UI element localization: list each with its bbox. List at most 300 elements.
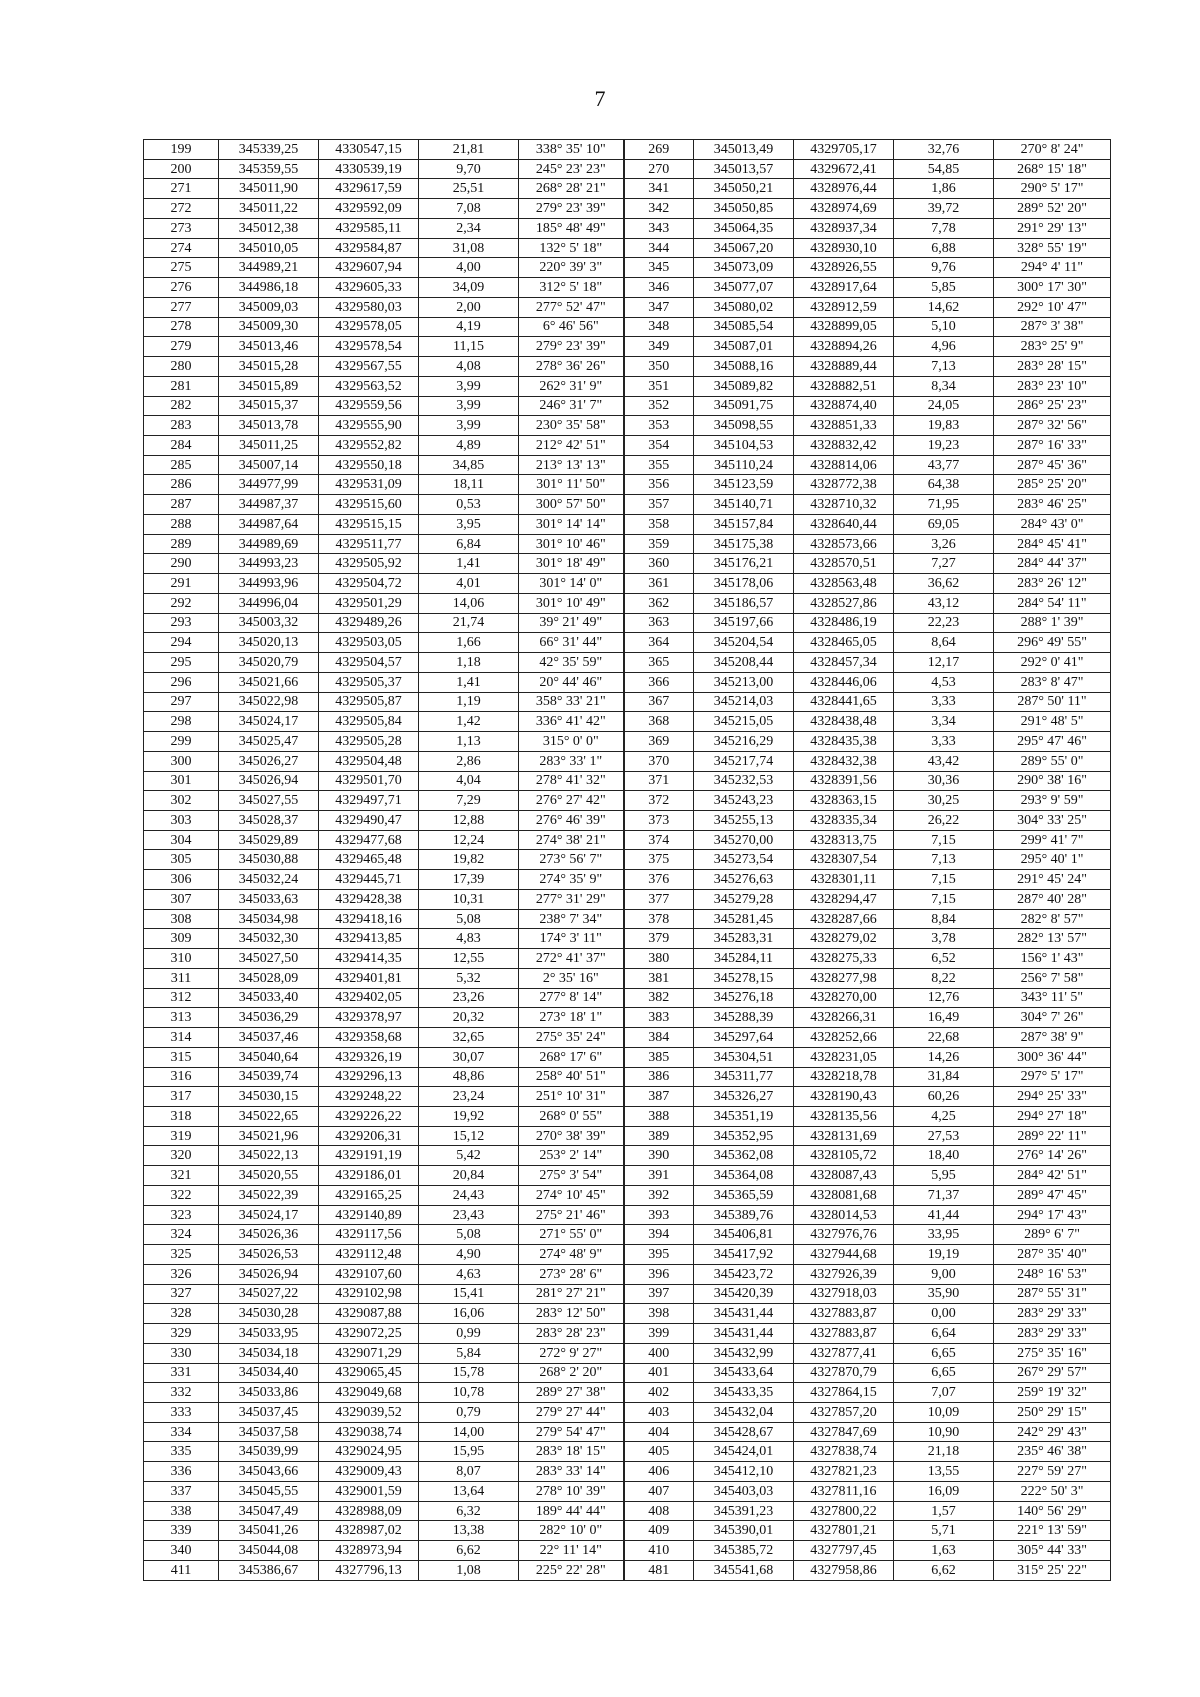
left-bearing-cell: 301° 10' 49" xyxy=(519,593,624,613)
right-point-number-cell: 387 xyxy=(624,1087,694,1107)
left-distance-cell: 5,42 xyxy=(419,1146,519,1166)
right-x-coordinate-cell: 345417,92 xyxy=(694,1245,794,1265)
left-y-coordinate-cell: 4329504,48 xyxy=(319,751,419,771)
left-point-number-cell: 335 xyxy=(144,1442,219,1462)
left-y-coordinate-cell: 4329378,97 xyxy=(319,1008,419,1028)
right-point-number-cell: 395 xyxy=(624,1245,694,1265)
right-point-number-cell: 353 xyxy=(624,416,694,436)
right-y-coordinate-cell: 4328231,05 xyxy=(794,1047,894,1067)
table-row xyxy=(144,968,1111,988)
left-distance-cell: 3,95 xyxy=(419,514,519,534)
left-point-number-cell: 332 xyxy=(144,1383,219,1403)
table-row xyxy=(144,1521,1111,1541)
right-point-number-cell: 402 xyxy=(624,1383,694,1403)
right-bearing-cell: 283° 46' 25" xyxy=(994,495,1111,515)
right-x-coordinate-cell: 345276,63 xyxy=(694,870,794,890)
table-row xyxy=(144,791,1111,811)
right-distance-cell: 9,76 xyxy=(894,258,994,278)
table-row xyxy=(144,613,1111,633)
left-point-number-cell: 328 xyxy=(144,1304,219,1324)
right-bearing-cell: 140° 56' 29" xyxy=(994,1501,1111,1521)
table-row xyxy=(144,1028,1111,1048)
right-distance-cell: 7,15 xyxy=(894,870,994,890)
left-distance-cell: 13,64 xyxy=(419,1481,519,1501)
left-x-coordinate-cell: 345021,66 xyxy=(219,672,319,692)
left-distance-cell: 14,06 xyxy=(419,593,519,613)
left-point-number-cell: 289 xyxy=(144,534,219,554)
left-distance-cell: 19,82 xyxy=(419,850,519,870)
right-x-coordinate-cell: 345279,28 xyxy=(694,889,794,909)
right-bearing-cell: 283° 28' 15" xyxy=(994,357,1111,377)
left-distance-cell: 3,99 xyxy=(419,416,519,436)
right-point-number-cell: 376 xyxy=(624,870,694,890)
right-x-coordinate-cell: 345157,84 xyxy=(694,514,794,534)
left-y-coordinate-cell: 4328987,02 xyxy=(319,1521,419,1541)
left-bearing-cell: 300° 57' 50" xyxy=(519,495,624,515)
right-distance-cell: 13,55 xyxy=(894,1462,994,1482)
table-row xyxy=(144,909,1111,929)
left-distance-cell: 2,00 xyxy=(419,297,519,317)
left-y-coordinate-cell: 4329552,82 xyxy=(319,436,419,456)
right-x-coordinate-cell: 345352,95 xyxy=(694,1126,794,1146)
left-distance-cell: 14,00 xyxy=(419,1422,519,1442)
left-distance-cell: 4,01 xyxy=(419,574,519,594)
table-row xyxy=(144,436,1111,456)
left-x-coordinate-cell: 345039,74 xyxy=(219,1067,319,1087)
left-x-coordinate-cell: 345028,37 xyxy=(219,810,319,830)
right-y-coordinate-cell: 4328899,05 xyxy=(794,317,894,337)
right-x-coordinate-cell: 345204,54 xyxy=(694,633,794,653)
left-point-number-cell: 294 xyxy=(144,633,219,653)
left-distance-cell: 34,09 xyxy=(419,278,519,298)
right-point-number-cell: 343 xyxy=(624,218,694,238)
left-point-number-cell: 302 xyxy=(144,791,219,811)
left-bearing-cell: 277° 31' 29" xyxy=(519,889,624,909)
right-y-coordinate-cell: 4328287,66 xyxy=(794,909,894,929)
left-distance-cell: 1,42 xyxy=(419,712,519,732)
right-bearing-cell: 285° 25' 20" xyxy=(994,475,1111,495)
right-distance-cell: 6,52 xyxy=(894,949,994,969)
left-bearing-cell: 272° 41' 37" xyxy=(519,949,624,969)
left-y-coordinate-cell: 4329071,29 xyxy=(319,1343,419,1363)
left-y-coordinate-cell: 4329607,94 xyxy=(319,258,419,278)
table-row xyxy=(144,1245,1111,1265)
left-distance-cell: 1,18 xyxy=(419,653,519,673)
left-point-number-cell: 318 xyxy=(144,1106,219,1126)
left-bearing-cell: 268° 17' 6" xyxy=(519,1047,624,1067)
left-y-coordinate-cell: 4329501,29 xyxy=(319,593,419,613)
right-x-coordinate-cell: 345431,44 xyxy=(694,1324,794,1344)
right-y-coordinate-cell: 4328527,86 xyxy=(794,593,894,613)
right-distance-cell: 43,12 xyxy=(894,593,994,613)
right-y-coordinate-cell: 4328570,51 xyxy=(794,554,894,574)
right-point-number-cell: 397 xyxy=(624,1284,694,1304)
table-row xyxy=(144,514,1111,534)
left-x-coordinate-cell: 345030,28 xyxy=(219,1304,319,1324)
right-bearing-cell: 288° 1' 39" xyxy=(994,613,1111,633)
left-y-coordinate-cell: 4329039,52 xyxy=(319,1403,419,1423)
right-distance-cell: 7,15 xyxy=(894,889,994,909)
left-y-coordinate-cell: 4329065,45 xyxy=(319,1363,419,1383)
right-distance-cell: 3,78 xyxy=(894,929,994,949)
table-row xyxy=(144,495,1111,515)
left-x-coordinate-cell: 345013,78 xyxy=(219,416,319,436)
left-point-number-cell: 298 xyxy=(144,712,219,732)
right-bearing-cell: 287° 3' 38" xyxy=(994,317,1111,337)
left-bearing-cell: 274° 48' 9" xyxy=(519,1245,624,1265)
right-point-number-cell: 363 xyxy=(624,613,694,633)
right-y-coordinate-cell: 4328252,66 xyxy=(794,1028,894,1048)
left-bearing-cell: 274° 38' 21" xyxy=(519,830,624,850)
table-row xyxy=(144,712,1111,732)
left-y-coordinate-cell: 4329580,03 xyxy=(319,297,419,317)
right-y-coordinate-cell: 4328275,33 xyxy=(794,949,894,969)
right-point-number-cell: 377 xyxy=(624,889,694,909)
right-point-number-cell: 384 xyxy=(624,1028,694,1048)
right-point-number-cell: 357 xyxy=(624,495,694,515)
right-y-coordinate-cell: 4328218,78 xyxy=(794,1067,894,1087)
right-x-coordinate-cell: 345013,49 xyxy=(694,140,794,160)
right-bearing-cell: 305° 44' 33" xyxy=(994,1541,1111,1561)
left-x-coordinate-cell: 345044,08 xyxy=(219,1541,319,1561)
left-distance-cell: 1,41 xyxy=(419,554,519,574)
right-x-coordinate-cell: 345412,10 xyxy=(694,1462,794,1482)
left-point-number-cell: 329 xyxy=(144,1324,219,1344)
table-row xyxy=(144,1363,1111,1383)
right-y-coordinate-cell: 4327821,23 xyxy=(794,1462,894,1482)
left-x-coordinate-cell: 345039,99 xyxy=(219,1442,319,1462)
left-distance-cell: 48,86 xyxy=(419,1067,519,1087)
right-point-number-cell: 383 xyxy=(624,1008,694,1028)
right-y-coordinate-cell: 4328435,38 xyxy=(794,732,894,752)
right-x-coordinate-cell: 345276,18 xyxy=(694,988,794,1008)
left-bearing-cell: 273° 28' 6" xyxy=(519,1264,624,1284)
left-y-coordinate-cell: 4329567,55 xyxy=(319,357,419,377)
left-point-number-cell: 291 xyxy=(144,574,219,594)
left-point-number-cell: 286 xyxy=(144,475,219,495)
left-bearing-cell: 270° 38' 39" xyxy=(519,1126,624,1146)
right-point-number-cell: 374 xyxy=(624,830,694,850)
right-distance-cell: 36,62 xyxy=(894,574,994,594)
right-distance-cell: 7,78 xyxy=(894,218,994,238)
left-distance-cell: 0,99 xyxy=(419,1324,519,1344)
right-x-coordinate-cell: 345364,08 xyxy=(694,1166,794,1186)
right-y-coordinate-cell: 4328814,06 xyxy=(794,455,894,475)
right-distance-cell: 71,95 xyxy=(894,495,994,515)
table-row xyxy=(144,140,1111,160)
left-x-coordinate-cell: 345011,90 xyxy=(219,179,319,199)
right-y-coordinate-cell: 4328391,56 xyxy=(794,771,894,791)
right-point-number-cell: 407 xyxy=(624,1481,694,1501)
right-distance-cell: 26,22 xyxy=(894,810,994,830)
right-x-coordinate-cell: 345311,77 xyxy=(694,1067,794,1087)
right-distance-cell: 14,26 xyxy=(894,1047,994,1067)
left-bearing-cell: 185° 48' 49" xyxy=(519,218,624,238)
left-y-coordinate-cell: 4329465,48 xyxy=(319,850,419,870)
right-point-number-cell: 403 xyxy=(624,1403,694,1423)
right-bearing-cell: 156° 1' 43" xyxy=(994,949,1111,969)
left-point-number-cell: 282 xyxy=(144,396,219,416)
right-x-coordinate-cell: 345216,29 xyxy=(694,732,794,752)
right-x-coordinate-cell: 345091,75 xyxy=(694,396,794,416)
left-bearing-cell: 289° 27' 38" xyxy=(519,1383,624,1403)
left-distance-cell: 32,65 xyxy=(419,1028,519,1048)
right-bearing-cell: 248° 16' 53" xyxy=(994,1264,1111,1284)
table-row xyxy=(144,672,1111,692)
left-distance-cell: 1,19 xyxy=(419,692,519,712)
right-y-coordinate-cell: 4328266,31 xyxy=(794,1008,894,1028)
left-y-coordinate-cell: 4329358,68 xyxy=(319,1028,419,1048)
left-point-number-cell: 303 xyxy=(144,810,219,830)
left-bearing-cell: 225° 22' 28" xyxy=(519,1560,624,1580)
right-y-coordinate-cell: 4327883,87 xyxy=(794,1324,894,1344)
left-point-number-cell: 334 xyxy=(144,1422,219,1442)
right-bearing-cell: 292° 0' 41" xyxy=(994,653,1111,673)
right-bearing-cell: 289° 55' 0" xyxy=(994,751,1111,771)
left-distance-cell: 15,95 xyxy=(419,1442,519,1462)
left-bearing-cell: 283° 12' 50" xyxy=(519,1304,624,1324)
right-y-coordinate-cell: 4328912,59 xyxy=(794,297,894,317)
left-x-coordinate-cell: 345033,63 xyxy=(219,889,319,909)
right-bearing-cell: 287° 55' 31" xyxy=(994,1284,1111,1304)
left-bearing-cell: 220° 39' 3" xyxy=(519,258,624,278)
right-y-coordinate-cell: 4328917,64 xyxy=(794,278,894,298)
left-x-coordinate-cell: 345015,37 xyxy=(219,396,319,416)
left-point-number-cell: 272 xyxy=(144,199,219,219)
right-bearing-cell: 289° 52' 20" xyxy=(994,199,1111,219)
right-x-coordinate-cell: 345283,31 xyxy=(694,929,794,949)
left-x-coordinate-cell: 345045,55 xyxy=(219,1481,319,1501)
left-y-coordinate-cell: 4329477,68 xyxy=(319,830,419,850)
left-distance-cell: 23,43 xyxy=(419,1205,519,1225)
left-bearing-cell: 245° 23' 23" xyxy=(519,159,624,179)
left-y-coordinate-cell: 4329102,98 xyxy=(319,1284,419,1304)
right-distance-cell: 54,85 xyxy=(894,159,994,179)
left-x-coordinate-cell: 345026,36 xyxy=(219,1225,319,1245)
left-x-coordinate-cell: 344989,69 xyxy=(219,534,319,554)
left-distance-cell: 4,63 xyxy=(419,1264,519,1284)
left-y-coordinate-cell: 4329413,85 xyxy=(319,929,419,949)
left-x-coordinate-cell: 344977,99 xyxy=(219,475,319,495)
right-point-number-cell: 408 xyxy=(624,1501,694,1521)
left-y-coordinate-cell: 4329605,33 xyxy=(319,278,419,298)
left-distance-cell: 5,08 xyxy=(419,909,519,929)
left-point-number-cell: 327 xyxy=(144,1284,219,1304)
left-y-coordinate-cell: 4329489,26 xyxy=(319,613,419,633)
left-y-coordinate-cell: 4329501,70 xyxy=(319,771,419,791)
left-y-coordinate-cell: 4329504,72 xyxy=(319,574,419,594)
table-row xyxy=(144,830,1111,850)
left-x-coordinate-cell: 345026,53 xyxy=(219,1245,319,1265)
right-bearing-cell: 304° 7' 26" xyxy=(994,1008,1111,1028)
left-distance-cell: 19,92 xyxy=(419,1106,519,1126)
left-point-number-cell: 199 xyxy=(144,140,219,160)
left-bearing-cell: 315° 0' 0" xyxy=(519,732,624,752)
right-bearing-cell: 283° 23' 10" xyxy=(994,376,1111,396)
right-distance-cell: 7,13 xyxy=(894,850,994,870)
right-distance-cell: 69,05 xyxy=(894,514,994,534)
right-y-coordinate-cell: 4327926,39 xyxy=(794,1264,894,1284)
left-point-number-cell: 316 xyxy=(144,1067,219,1087)
left-distance-cell: 17,39 xyxy=(419,870,519,890)
left-bearing-cell: 283° 28' 23" xyxy=(519,1324,624,1344)
left-x-coordinate-cell: 345026,94 xyxy=(219,771,319,791)
left-y-coordinate-cell: 4329490,47 xyxy=(319,810,419,830)
right-distance-cell: 12,76 xyxy=(894,988,994,1008)
right-point-number-cell: 341 xyxy=(624,179,694,199)
left-point-number-cell: 295 xyxy=(144,653,219,673)
right-x-coordinate-cell: 345064,35 xyxy=(694,218,794,238)
right-point-number-cell: 379 xyxy=(624,929,694,949)
left-x-coordinate-cell: 345021,96 xyxy=(219,1126,319,1146)
right-x-coordinate-cell: 345208,44 xyxy=(694,653,794,673)
left-x-coordinate-cell: 344987,37 xyxy=(219,495,319,515)
table-row xyxy=(144,949,1111,969)
right-distance-cell: 10,09 xyxy=(894,1403,994,1423)
right-bearing-cell: 294° 4' 11" xyxy=(994,258,1111,278)
left-distance-cell: 2,86 xyxy=(419,751,519,771)
left-y-coordinate-cell: 4330547,15 xyxy=(319,140,419,160)
right-y-coordinate-cell: 4328014,53 xyxy=(794,1205,894,1225)
right-x-coordinate-cell: 345423,72 xyxy=(694,1264,794,1284)
right-bearing-cell: 283° 29' 33" xyxy=(994,1304,1111,1324)
left-distance-cell: 0,79 xyxy=(419,1403,519,1423)
right-point-number-cell: 366 xyxy=(624,672,694,692)
right-point-number-cell: 350 xyxy=(624,357,694,377)
left-bearing-cell: 22° 11' 14" xyxy=(519,1541,624,1561)
left-x-coordinate-cell: 345359,55 xyxy=(219,159,319,179)
left-x-coordinate-cell: 344987,64 xyxy=(219,514,319,534)
left-point-number-cell: 322 xyxy=(144,1185,219,1205)
right-x-coordinate-cell: 345213,00 xyxy=(694,672,794,692)
left-point-number-cell: 310 xyxy=(144,949,219,969)
right-bearing-cell: 283° 26' 12" xyxy=(994,574,1111,594)
left-x-coordinate-cell: 345040,64 xyxy=(219,1047,319,1067)
left-bearing-cell: 2° 35' 16" xyxy=(519,968,624,988)
table-row xyxy=(144,751,1111,771)
left-point-number-cell: 311 xyxy=(144,968,219,988)
right-distance-cell: 4,25 xyxy=(894,1106,994,1126)
right-y-coordinate-cell: 4328640,44 xyxy=(794,514,894,534)
left-point-number-cell: 339 xyxy=(144,1521,219,1541)
right-distance-cell: 31,84 xyxy=(894,1067,994,1087)
table-row xyxy=(144,850,1111,870)
left-distance-cell: 12,55 xyxy=(419,949,519,969)
left-y-coordinate-cell: 4329049,68 xyxy=(319,1383,419,1403)
left-x-coordinate-cell: 345003,32 xyxy=(219,613,319,633)
left-y-coordinate-cell: 4329592,09 xyxy=(319,199,419,219)
right-x-coordinate-cell: 345362,08 xyxy=(694,1146,794,1166)
right-x-coordinate-cell: 345110,24 xyxy=(694,455,794,475)
left-x-coordinate-cell: 345011,25 xyxy=(219,436,319,456)
right-x-coordinate-cell: 345067,20 xyxy=(694,238,794,258)
table-row xyxy=(144,416,1111,436)
right-point-number-cell: 344 xyxy=(624,238,694,258)
right-y-coordinate-cell: 4327847,69 xyxy=(794,1422,894,1442)
left-x-coordinate-cell: 345009,30 xyxy=(219,317,319,337)
right-y-coordinate-cell: 4329705,17 xyxy=(794,140,894,160)
left-distance-cell: 15,41 xyxy=(419,1284,519,1304)
left-x-coordinate-cell: 345041,26 xyxy=(219,1521,319,1541)
left-point-number-cell: 305 xyxy=(144,850,219,870)
right-bearing-cell: 289° 6' 7" xyxy=(994,1225,1111,1245)
right-distance-cell: 39,72 xyxy=(894,199,994,219)
left-y-coordinate-cell: 4329038,74 xyxy=(319,1422,419,1442)
right-x-coordinate-cell: 345215,05 xyxy=(694,712,794,732)
left-x-coordinate-cell: 345022,98 xyxy=(219,692,319,712)
left-point-number-cell: 411 xyxy=(144,1560,219,1580)
left-x-coordinate-cell: 345036,29 xyxy=(219,1008,319,1028)
right-bearing-cell: 294° 17' 43" xyxy=(994,1205,1111,1225)
left-bearing-cell: 268° 0' 55" xyxy=(519,1106,624,1126)
right-point-number-cell: 352 xyxy=(624,396,694,416)
left-point-number-cell: 293 xyxy=(144,613,219,633)
left-distance-cell: 6,84 xyxy=(419,534,519,554)
right-bearing-cell: 267° 29' 57" xyxy=(994,1363,1111,1383)
right-x-coordinate-cell: 345428,67 xyxy=(694,1422,794,1442)
table-row xyxy=(144,455,1111,475)
table-row xyxy=(144,1284,1111,1304)
left-point-number-cell: 283 xyxy=(144,416,219,436)
right-y-coordinate-cell: 4327811,16 xyxy=(794,1481,894,1501)
table-row xyxy=(144,889,1111,909)
right-point-number-cell: 270 xyxy=(624,159,694,179)
left-x-coordinate-cell: 345034,40 xyxy=(219,1363,319,1383)
right-x-coordinate-cell: 345176,21 xyxy=(694,554,794,574)
table-row xyxy=(144,1185,1111,1205)
left-y-coordinate-cell: 4330539,19 xyxy=(319,159,419,179)
left-bearing-cell: 238° 7' 34" xyxy=(519,909,624,929)
left-distance-cell: 4,90 xyxy=(419,1245,519,1265)
left-distance-cell: 16,06 xyxy=(419,1304,519,1324)
table-row xyxy=(144,475,1111,495)
left-bearing-cell: 273° 56' 7" xyxy=(519,850,624,870)
right-point-number-cell: 364 xyxy=(624,633,694,653)
table-row xyxy=(144,1166,1111,1186)
right-point-number-cell: 382 xyxy=(624,988,694,1008)
left-x-coordinate-cell: 345027,55 xyxy=(219,791,319,811)
right-point-number-cell: 360 xyxy=(624,554,694,574)
left-bearing-cell: 277° 52' 47" xyxy=(519,297,624,317)
right-distance-cell: 10,90 xyxy=(894,1422,994,1442)
right-distance-cell: 5,85 xyxy=(894,278,994,298)
left-point-number-cell: 304 xyxy=(144,830,219,850)
right-point-number-cell: 399 xyxy=(624,1324,694,1344)
left-y-coordinate-cell: 4329186,01 xyxy=(319,1166,419,1186)
left-x-coordinate-cell: 345033,86 xyxy=(219,1383,319,1403)
right-point-number-cell: 354 xyxy=(624,436,694,456)
right-bearing-cell: 296° 49' 55" xyxy=(994,633,1111,653)
right-x-coordinate-cell: 345432,04 xyxy=(694,1403,794,1423)
right-y-coordinate-cell: 4328851,33 xyxy=(794,416,894,436)
right-x-coordinate-cell: 345365,59 xyxy=(694,1185,794,1205)
right-distance-cell: 33,95 xyxy=(894,1225,994,1245)
left-distance-cell: 1,13 xyxy=(419,732,519,752)
right-y-coordinate-cell: 4328279,02 xyxy=(794,929,894,949)
left-x-coordinate-cell: 344996,04 xyxy=(219,593,319,613)
left-point-number-cell: 324 xyxy=(144,1225,219,1245)
right-point-number-cell: 368 xyxy=(624,712,694,732)
right-point-number-cell: 410 xyxy=(624,1541,694,1561)
right-point-number-cell: 373 xyxy=(624,810,694,830)
right-bearing-cell: 286° 25' 23" xyxy=(994,396,1111,416)
left-x-coordinate-cell: 345020,13 xyxy=(219,633,319,653)
right-y-coordinate-cell: 4328457,34 xyxy=(794,653,894,673)
left-x-coordinate-cell: 345025,47 xyxy=(219,732,319,752)
left-point-number-cell: 323 xyxy=(144,1205,219,1225)
right-x-coordinate-cell: 345089,82 xyxy=(694,376,794,396)
table-row xyxy=(144,1403,1111,1423)
